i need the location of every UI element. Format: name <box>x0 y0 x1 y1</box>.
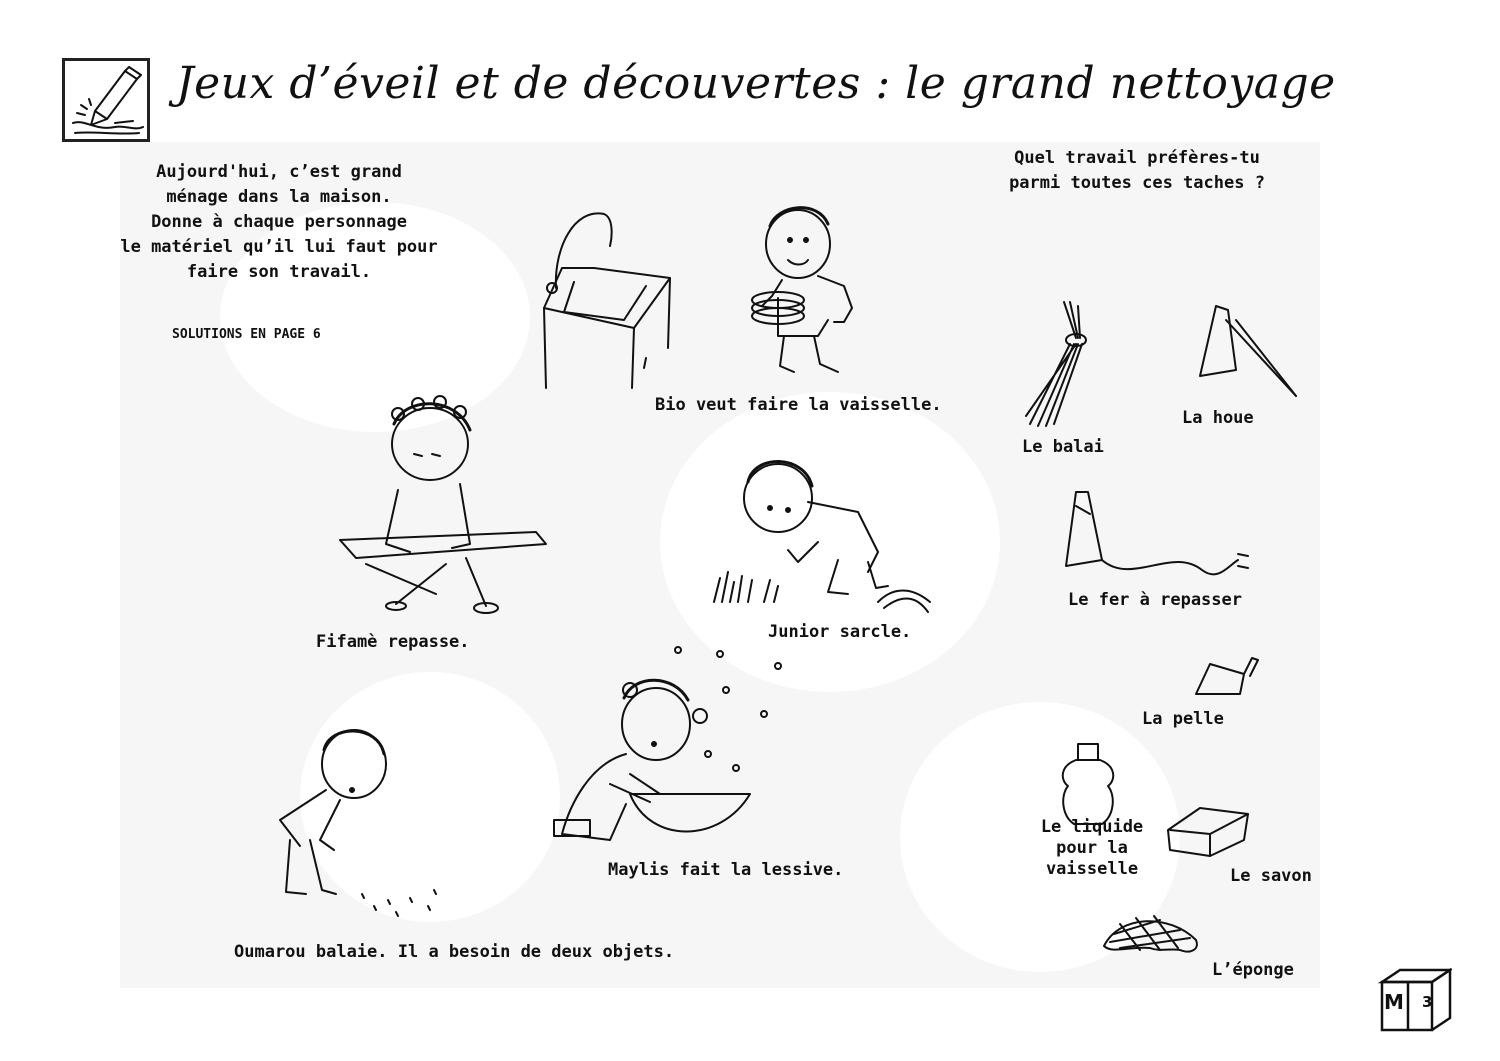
junior-character <box>708 452 938 622</box>
instructions-line: Donne à chaque personnage <box>151 212 407 232</box>
dustpan-icon <box>1190 650 1260 710</box>
instructions-line: ménage dans la maison. <box>166 187 392 207</box>
page-title: Jeux d’éveil et de découvertes : le grand nettoyage <box>176 58 1336 109</box>
label-liquide-line: pour la <box>1056 838 1128 858</box>
question-text <box>992 146 1282 196</box>
broom-icon <box>1020 298 1090 428</box>
label-liquide-line: vaisselle <box>1045 859 1139 879</box>
oumarou-character <box>270 720 450 920</box>
instructions-text <box>120 160 438 285</box>
pencil-drawing-icon <box>65 61 147 139</box>
instructions-line: Aujourd'hui, c’est grand <box>156 162 402 182</box>
label-houe: La houe <box>1182 408 1254 428</box>
caption-fifame: Fifamè repasse. <box>316 632 470 652</box>
label-fer: Le fer à repasser <box>1068 590 1242 610</box>
bio-character <box>748 196 878 376</box>
maylis-character <box>550 644 810 854</box>
label-pelle: La pelle <box>1142 709 1224 729</box>
label-savon: Le savon <box>1230 866 1312 886</box>
logo-badge <box>62 58 150 142</box>
caption-oumarou: Oumarou balaie. Il a besoin de deux objets. <box>234 942 675 962</box>
hoe-icon <box>1196 300 1306 400</box>
iron-icon <box>1062 486 1252 596</box>
page-letter: M <box>1384 990 1404 1014</box>
sponge-icon <box>1100 910 1210 960</box>
question-line: parmi toutes ces taches ? <box>1009 173 1265 193</box>
caption-maylis: Maylis fait la lessive. <box>608 860 844 880</box>
instructions-line: faire son travail. <box>186 262 372 282</box>
question-line: Quel travail préfères-tu <box>1014 148 1260 168</box>
fifame-character <box>336 394 556 624</box>
solutions-note: SOLUTIONS EN PAGE 6 <box>172 327 321 342</box>
label-eponge: L’éponge <box>1212 960 1294 980</box>
page-number: 3 <box>1422 993 1433 1011</box>
sink-drawing <box>534 208 704 398</box>
label-balai: Le balai <box>1022 437 1104 457</box>
label-liquide <box>1040 817 1144 880</box>
caption-bio: Bio veut faire la vaisselle. <box>655 395 942 415</box>
caption-junior: Junior sarcle. <box>768 622 912 642</box>
label-liquide-line: Le liquide <box>1040 817 1144 837</box>
instructions-line: le matériel qu’il lui faut pour <box>120 237 438 257</box>
soap-bar-icon <box>1164 800 1254 860</box>
